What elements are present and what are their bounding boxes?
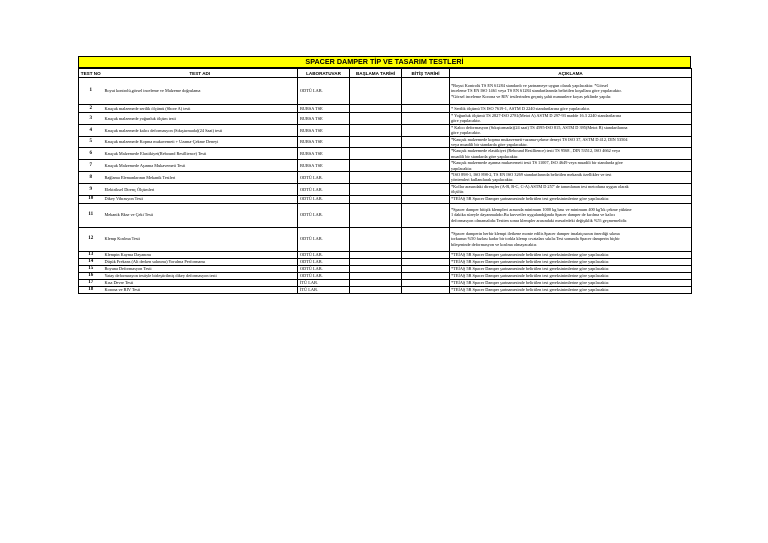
description: [450, 251, 692, 258]
laboratory: BURSA TSE: [298, 113, 350, 125]
end-date: [402, 227, 450, 251]
start-date: [350, 113, 402, 125]
description-line: * Kalıcı deformasyon (Sıkıştırmada)(24 saat) TS 4595-ISO 815, ASTM D 395(Metot B) standartlarına: [451, 124, 628, 130]
description-line: inceleme TS EN ISO 1461 veya TS EN 61284 standartlarında belirtilen koşullara göre yapılacaktır.: [451, 88, 622, 94]
test-number: 12: [79, 227, 103, 251]
description-line: *TEİAŞ 5B Spacer Damper şartnamesinde belirtilen test gereksinimlerine göre yapılacaktır.: [451, 258, 610, 264]
table-row: [79, 136, 692, 148]
test-name: Dikey Vibrasyon Testi: [103, 195, 298, 203]
end-date: [402, 160, 450, 172]
description: [450, 105, 692, 113]
description: [450, 136, 692, 148]
description: [450, 272, 692, 279]
description: [450, 124, 692, 136]
start-date: [350, 279, 402, 286]
description-line: * Sertlik ölçümü TS ISO 7619-1, ASTM D 2240 standartlarına göre yapılacaktır.: [451, 105, 590, 111]
description-line: *Spacer damper bitişik klempleri arasında minimum 1000 kg bası ve minimum 400 kg'lık çekme yüküne: [451, 207, 632, 213]
description: [450, 265, 692, 272]
laboratory: BURSA TSE: [298, 148, 350, 160]
start-date: [350, 272, 402, 279]
test-number: 2: [79, 105, 103, 113]
description: [450, 183, 692, 195]
test-name: Mekanik Bkse ve Çeki Testi: [103, 203, 298, 227]
description-line: *Boyut Kontrolü TS EN 61284 standardı ve şartnameye uygun olarak yapılacaktır. *Görsel: [451, 82, 608, 88]
laboratory: BURSA TSE: [298, 124, 350, 136]
description-line: *TEİAŞ 5B Spacer Damper şartnamesinde belirtilen test gereksinimlerine göre yapılacaktır.: [451, 279, 610, 285]
end-date: [402, 183, 450, 195]
laboratory: İTÜ LAB.: [298, 279, 350, 286]
table-row: [79, 183, 692, 195]
test-name: Boyuna Deformasyon Testi: [103, 265, 298, 272]
header-row: [79, 69, 692, 78]
test-number: 1: [79, 78, 103, 105]
description-line: *TEİAŞ 5B Spacer Damper şartnamesinde belirtilen test gereksinimlerine göre yapılacaktır.: [451, 286, 610, 292]
start-date: [350, 286, 402, 293]
start-date: [350, 124, 402, 136]
sheet-title: SPACER DAMPER TİP VE TASARIM TESTLERİ: [78, 56, 691, 68]
description-line: *Kollar arasındaki dirençler (A-B, B-C, C-A) ASTM D 257' de tanımlanan test metoduna uygun olarak: [451, 183, 629, 189]
test-name: Bağlama Elemanlarının Mekanik Testleri: [103, 172, 298, 184]
description-line: *TEİAŞ 5B Spacer Damper şartnamesinde belirtilen test gereksinimlerine göre yapılacaktır.: [451, 272, 610, 278]
end-date: [402, 172, 450, 184]
end-date: [402, 113, 450, 125]
description: [450, 78, 692, 105]
start-date: [350, 183, 402, 195]
description-line: yapılacaktır.: [451, 165, 473, 171]
table-row: [79, 265, 692, 272]
description-line: *Kauçuk malzemede elastikiyet (Rebound Resillience) testi TS 9568 , DIN 53512, ISO 4662 veya: [451, 148, 621, 154]
start-date: [350, 265, 402, 272]
test-name: Düşük Frekans (Alt derken salınımı) Yorulma Performansı: [103, 258, 298, 265]
end-date: [402, 136, 450, 148]
end-date: [402, 286, 450, 293]
test-sheet: [78, 56, 691, 294]
test-number: 7: [79, 160, 103, 172]
description: [450, 113, 692, 125]
end-date: [402, 279, 450, 286]
laboratory: BURSA TSE: [298, 136, 350, 148]
start-date: [350, 160, 402, 172]
description-line: *Kauçuk malzemede kopma mukavemeti+uzama-çekme deneyi TS ISO 37, ASTM D 412, DIN 53504: [451, 136, 628, 142]
laboratory: ODTÜ LAB.: [298, 272, 350, 279]
laboratory: ODTÜ LAB.: [298, 195, 350, 203]
description-line: *TEİAŞ 5B Spacer Damper şartnamesinde belirtilen test gereksinimlerine göre yapılacaktır.: [451, 251, 610, 257]
description-line: *TEİAŞ 5B Spacer Damper şartnamesinde belirtilen test gereksinimlerine göre yapılacaktır.: [451, 196, 610, 202]
header-start-date: BAŞLAMA TARİHİ: [350, 69, 402, 78]
test-name: Klemp Kırılma Testi: [103, 227, 298, 251]
header-end-date: BİTİŞ TARİHİ: [402, 69, 450, 78]
end-date: [402, 195, 450, 203]
table-row: [79, 286, 692, 293]
end-date: [402, 148, 450, 160]
laboratory: BURSA TSE: [298, 105, 350, 113]
test-name: Kauçuk malzemede kalıcı deformasyon (Sıkıştırmada)(24 Saat) testi: [103, 124, 298, 136]
description: [450, 227, 692, 251]
description-line: muadili bir standarda göre yapılacaktır.: [451, 153, 519, 159]
test-number: 16: [79, 272, 103, 279]
test-name: Korona ve RIV Testi: [103, 286, 298, 293]
laboratory: ODTÜ LAB.: [298, 172, 350, 184]
start-date: [350, 148, 402, 160]
test-number: 13: [79, 251, 103, 258]
start-date: [350, 195, 402, 203]
description-line: * Yoğunluk ölçümü TS 2827-ISO 2781(Metot A) ASTM D 297-93 madde 16.3 2240 standartlarına: [451, 113, 621, 118]
description-line: göre yapılacaktır.: [451, 118, 481, 124]
test-number: 5: [79, 136, 103, 148]
test-name: Kauçuk malzemede yoğunluk ölçüm testi: [103, 113, 298, 125]
description-line: veya muadili bir standarda göre yapılacaktır.: [451, 142, 528, 148]
table-row: [79, 172, 692, 184]
start-date: [350, 251, 402, 258]
test-name: Kauçuk malzemede sertlik ölçümü (Shore A) testi: [103, 105, 298, 113]
header-test-no: TEST NO: [79, 69, 103, 78]
end-date: [402, 272, 450, 279]
end-date: [402, 124, 450, 136]
description: [450, 160, 692, 172]
description-line: ölçülür.: [451, 189, 465, 195]
laboratory: ODTÜ LAB.: [298, 203, 350, 227]
start-date: [350, 227, 402, 251]
test-number: 9: [79, 183, 103, 195]
end-date: [402, 78, 450, 105]
description-line: 1 dakika süreyle dayanmalıdır.Bu kuvvetler uygulandığında Spacer damper de kırılma ve kalıcı: [451, 212, 615, 218]
test-number: 3: [79, 113, 103, 125]
table-row: [79, 272, 692, 279]
test-number: 11: [79, 203, 103, 227]
end-date: [402, 105, 450, 113]
test-number: 15: [79, 265, 103, 272]
table-row: [79, 113, 692, 125]
laboratory: ODTÜ LAB.: [298, 265, 350, 272]
table-row: [79, 148, 692, 160]
start-date: [350, 172, 402, 184]
header-test-name: TEST ADI: [103, 69, 298, 78]
laboratory: BURSA TSE: [298, 160, 350, 172]
table-row: [79, 195, 692, 203]
description-line: bileşeninde deformasyon ve kırılma olmayacaktır.: [451, 241, 538, 247]
description-line: *ISO 898-1, ISO 898-2, TS EN ISO 3269 standartlarında belirtilen mekanik özellikler ve test: [451, 172, 612, 178]
description: [450, 203, 692, 227]
start-date: [350, 203, 402, 227]
test-name: Kısa Devre Testi: [103, 279, 298, 286]
test-number: 6: [79, 148, 103, 160]
start-date: [350, 78, 402, 105]
table-row: [79, 227, 692, 251]
description: [450, 279, 692, 286]
test-name: Klempin Kayma Dayanımı: [103, 251, 298, 258]
start-date: [350, 105, 402, 113]
description-line: torkunun %50 fazlası kadar bir torkla klemp cıvataları sıkılır.Test sonunda Spacer damperin hiçbir: [451, 236, 620, 242]
table-row: [79, 105, 692, 113]
test-name: Kauçuk Malzemede Elastikiyet(Rebound Resillience) Testi: [103, 148, 298, 160]
description: [450, 148, 692, 160]
description-line: *Kauçuk malzemede aşınma mukavemeti testi TS 11007, ISO 4649 veya muadili bir standarda göre: [451, 160, 623, 166]
header-description: AÇIKLAMA: [450, 69, 692, 78]
test-name: Yatay deformasyon testiyle birleştirilmiş dikey deformasyon testi: [103, 272, 298, 279]
description-line: *Spacer damperin herbir klempi iletkene monte edilir.Spacer damper imalatçısının önerdiği sıkma: [451, 231, 620, 237]
description: [450, 258, 692, 265]
description: [450, 286, 692, 293]
test-name: Kauçuk Malzemede Aşınma Mukavemeti Testi: [103, 160, 298, 172]
test-table: [78, 68, 692, 294]
table-row: [79, 160, 692, 172]
description-line: *TEİAŞ 5B Spacer Damper şartnamesinde belirtilen test gereksinimlerine göre yapılacaktır.: [451, 265, 610, 271]
laboratory: ODTÜ LAB.: [298, 78, 350, 105]
laboratory: ODTÜ LAB.: [298, 251, 350, 258]
laboratory: ODTÜ LAB.: [298, 227, 350, 251]
test-number: 18: [79, 286, 103, 293]
description: [450, 195, 692, 203]
description: [450, 172, 692, 184]
test-name: Boyut kontrolü,görsel inceleme ve Malzeme doğrulama: [103, 78, 298, 105]
end-date: [402, 258, 450, 265]
laboratory: ODTÜ LAB.: [298, 258, 350, 265]
description-line: *Görsel inceleme Korona ve RIV testlerinden geçmiş şahit numunlere koyas şeklinde yapılır.: [451, 93, 612, 99]
table-row: [79, 258, 692, 265]
header-laboratory: LABORATUVAR: [298, 69, 350, 78]
start-date: [350, 136, 402, 148]
description-line: yöntemleri kullanılarak yapılacaktır.: [451, 177, 514, 183]
test-number: 17: [79, 279, 103, 286]
table-row: [79, 279, 692, 286]
table-row: [79, 78, 692, 105]
table-row: [79, 203, 692, 227]
test-name: Kauçuk malzemede Kopma mukavemeti + Uzama-Çekme Deneyi: [103, 136, 298, 148]
test-name: Elektriksel Direnç Ölçümleri: [103, 183, 298, 195]
table-row: [79, 124, 692, 136]
end-date: [402, 251, 450, 258]
test-number: 4: [79, 124, 103, 136]
end-date: [402, 203, 450, 227]
test-number: 10: [79, 195, 103, 203]
start-date: [350, 258, 402, 265]
laboratory: İTÜ LAB.: [298, 286, 350, 293]
end-date: [402, 265, 450, 272]
test-number: 14: [79, 258, 103, 265]
test-number: 8: [79, 172, 103, 184]
laboratory: ODTÜ LAB.: [298, 183, 350, 195]
description-line: deformasyon olmamalıdır.Testten sonra klempler arasındaki mesafedeki değişiklik %5'i geçmemelidir.: [451, 217, 628, 223]
description-line: göre yapılacaktır.: [451, 130, 481, 136]
table-row: [79, 251, 692, 258]
